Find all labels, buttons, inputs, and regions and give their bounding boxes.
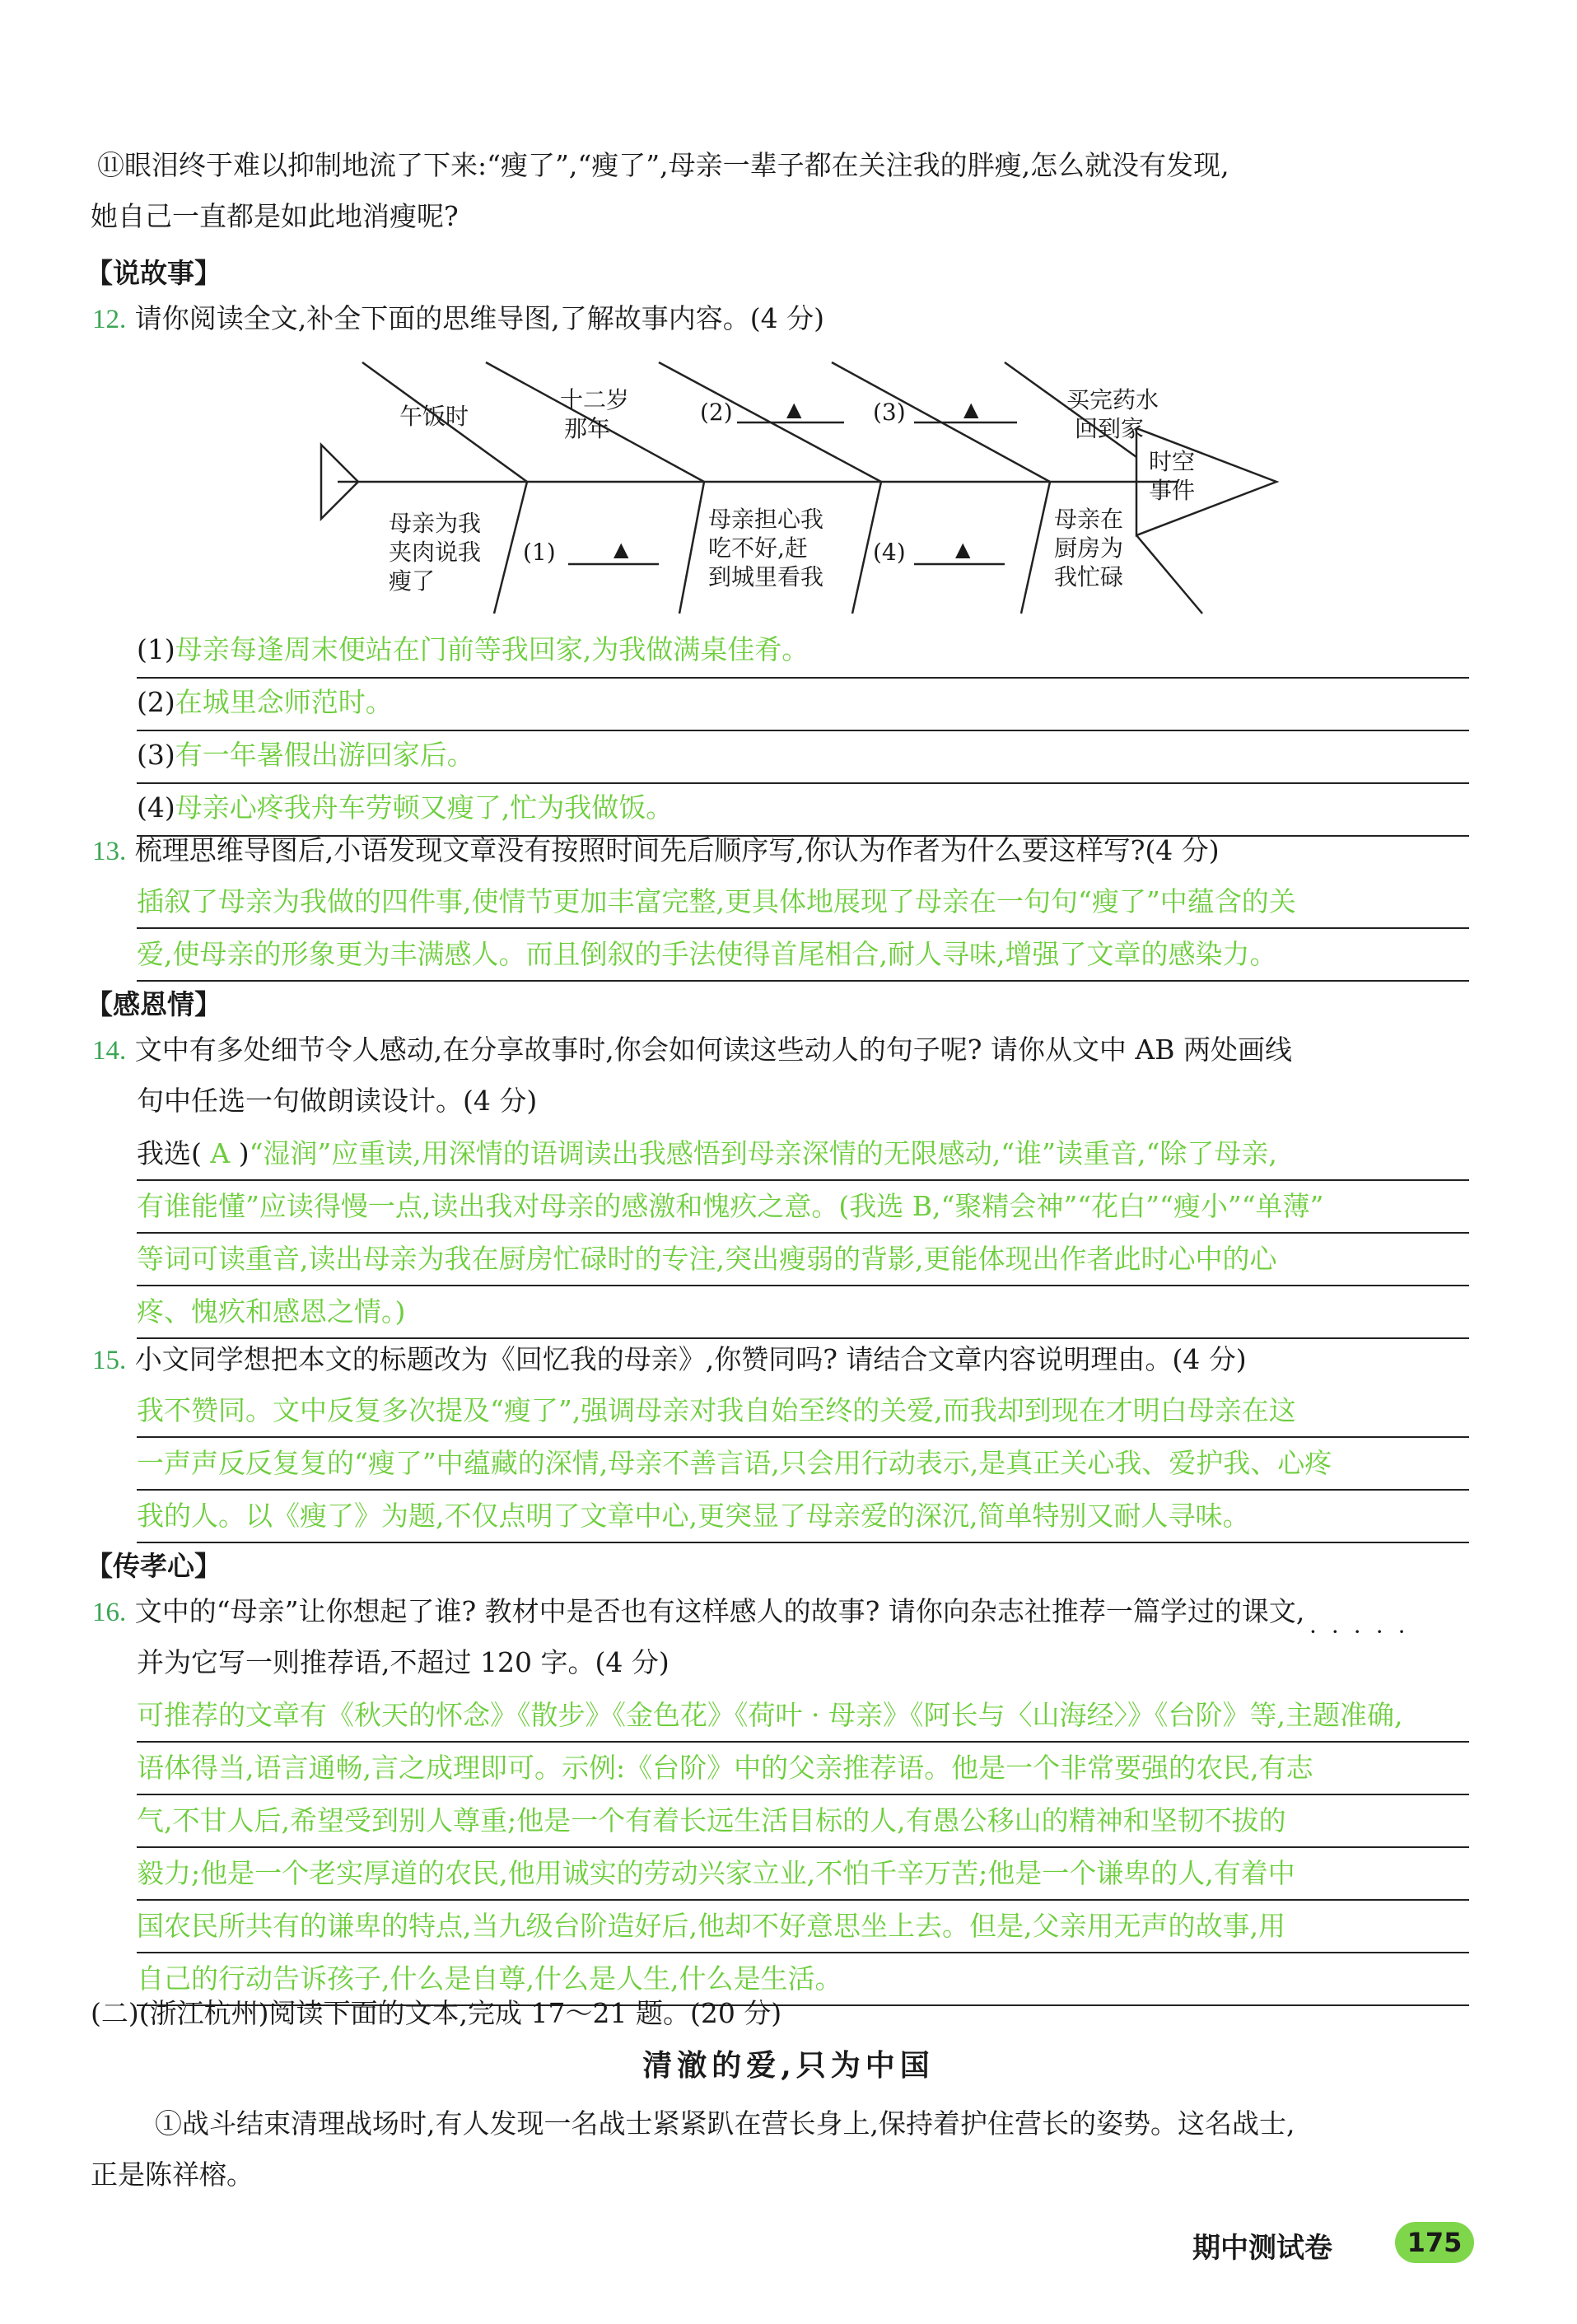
question-number: 13.	[92, 837, 127, 866]
answer-line: 语体得当,语言通畅,言之成理即可。示例:《台阶》中的父亲推荐语。他是一个非常要强的农民,有志	[137, 1743, 1469, 1795]
answer-text: 母亲心疼我舟车劳顿又瘦了,忙为我做饭。	[175, 791, 674, 824]
q16-answer	[137, 1690, 1469, 2006]
fishbone-diagram	[313, 350, 1285, 622]
answer-line: 可推荐的文章有《秋天的怀念》《散步》《金色花》《荷叶 · 母亲》《阿长与〈山海经〉》《台阶》等,主题准确,	[137, 1690, 1469, 1743]
marker-icon: ▲	[963, 398, 979, 421]
choice-value: A	[201, 1137, 239, 1169]
node-event3-a: 母亲担心我	[708, 506, 824, 533]
node-event5-a: 母亲在	[1054, 506, 1124, 533]
question-text: 梳理思维导图后,小语发现文章没有按照时间先后顺序写,你认为作者为什么要这样写?(4 分)	[134, 834, 1220, 866]
node-event1-a: 母亲为我	[389, 510, 482, 537]
article-para-1-b: 正是陈祥榕。	[91, 2158, 254, 2191]
answer-label: (4)	[137, 791, 175, 824]
question-text: 文中有多处细节令人感动,在分享故事时,你会如何读这些动人的句子呢? 请你从文中 AB 两处画线	[134, 1034, 1292, 1066]
answer-line: 一声声反反复复的“瘦了”中蕴藏的深情,母亲不善言语,只会用行动表示,是真正关心我、爱护我、心疼	[137, 1438, 1469, 1491]
q15-answer	[137, 1385, 1469, 1543]
node-event1-c: 瘦了	[389, 567, 436, 595]
part2-intro: (二)(浙江杭州)阅读下面的文本,完成 17～21 题。(20 分)	[91, 1997, 782, 2029]
section-filial-heart: 【传孝心】	[86, 1550, 222, 1582]
answer-label: (2)	[137, 686, 175, 718]
question-text: 小文同学想把本文的标题改为《回忆我的母亲》,你赞同吗? 请结合文章内容说明理由。(4 分)	[134, 1343, 1247, 1375]
answer-line	[137, 731, 1469, 784]
intro-line-2: 她自己一直都是如此地消瘦呢?	[91, 200, 459, 232]
question-14-line-2: 句中任选一句做朗读设计。(4 分)	[137, 1085, 538, 1117]
question-13	[92, 825, 1220, 876]
node-blank-1: (1)	[523, 539, 556, 566]
question-text: 请你阅读全文,补全下面的思维导图,了解故事内容。(4 分)	[134, 302, 824, 334]
emphasis-dots: ·····	[1309, 1618, 1421, 1645]
node-event5-c: 我忙碌	[1054, 563, 1124, 590]
question-number: 12.	[92, 305, 127, 334]
answer-line: 等词可读重音,读出母亲为我在厨房忙碌时的专注,突出瘦弱的背影,更能体现出作者此时心中的心	[137, 1234, 1469, 1286]
node-age12-a: 十二岁	[560, 386, 630, 413]
page-number: 175	[1395, 2222, 1474, 2263]
question-number: 14.	[92, 1036, 127, 1066]
node-age12-b: 那年	[564, 415, 611, 442]
answer-text: 在城里念师范时。	[175, 686, 393, 718]
question-15	[92, 1334, 1247, 1385]
article-para-1-a: ①战斗结束清理战场时,有人发现一名战士紧紧趴在营长身上,保持着护住营长的姿势。这名战士,	[155, 2107, 1295, 2140]
footer-label: 期中测试卷	[1192, 2232, 1332, 2265]
node-blank-2: (2)	[700, 399, 733, 426]
answer-label: (1)	[137, 633, 175, 665]
answer-line: 我的人。以《瘦了》为题,不仅点明了文章中心,更突显了母亲爱的深沉,简单特别又耐人寻味。	[137, 1491, 1469, 1543]
answer-label: (3)	[137, 739, 175, 771]
node-event1-b: 夹肉说我	[389, 539, 482, 566]
choice-prefix: 我选(	[137, 1137, 202, 1169]
answer-line	[137, 679, 1469, 731]
answer-text: “湿润”应重读,用深情的语调读出我感悟到母亲深情的无限感动,“谁”读重音,“除了母亲,	[249, 1137, 1277, 1169]
question-12	[92, 293, 824, 344]
choice-suffix: )	[238, 1137, 250, 1169]
node-medicine-b: 回到家	[1075, 415, 1145, 442]
question-16-line-1	[92, 1586, 1304, 1637]
q13-answer	[137, 876, 1469, 982]
question-16-line-2: 并为它写一则推荐语,不超过 120 字。(4 分)	[137, 1646, 670, 1678]
q12-answers	[137, 626, 1469, 837]
answer-text: 有一年暑假出游回家后。	[175, 739, 474, 771]
node-blank-3: (3)	[873, 399, 906, 426]
node-medicine-a: 买完药水	[1066, 386, 1159, 413]
question-text: 文中的“母亲”让你想起了谁? 教材中是否也有这样感人的故事? 请你向杂志社推荐一篇学过的课文,	[134, 1595, 1305, 1627]
answer-text: 母亲每逢周末便站在门前等我回家,为我做满桌佳肴。	[175, 633, 809, 665]
node-event5-b: 厨房为	[1054, 534, 1124, 562]
answer-line: 自己的行动告诉孩子,什么是自尊,什么是人生,什么是生活。	[137, 1953, 1469, 2006]
section-tell-story: 【说故事】	[86, 257, 222, 289]
answer-line	[137, 626, 1469, 679]
node-event3-b: 吃不好,赶	[708, 534, 808, 562]
answer-line: 爱,使母亲的形象更为丰满感人。而且倒叙的手法使得首尾相合,耐人寻味,增强了文章的感染力。	[137, 929, 1469, 982]
intro-line-1: ⑪眼泪终于难以抑制地流了下来:“瘦了”,“瘦了”,母亲一辈子都在关注我的胖瘦,怎么就没有发现,	[97, 149, 1229, 181]
answer-line: 我不赞同。文中反复多次提及“瘦了”,强调母亲对我自始至终的关爱,而我却到现在才明白母亲在这	[137, 1385, 1469, 1438]
head-label-1: 时空	[1149, 448, 1196, 475]
answer-line: 疼、愧疚和感恩之情。)	[137, 1286, 1469, 1339]
marker-icon: ▲	[786, 398, 802, 421]
answer-line: 毅力;他是一个老实厚道的农民,他用诚实的劳动兴家立业,不怕千辛万苦;他是一个谦卑的人,有着中	[137, 1848, 1469, 1901]
section-gratitude: 【感恩情】	[86, 988, 222, 1020]
answer-line: 有谁能懂”应读得慢一点,读出我对母亲的感激和愧疚之意。(我选 B,“聚精会神”“花白”“瘦小”“单薄”	[137, 1181, 1469, 1234]
answer-line: 插叙了母亲为我做的四件事,使情节更加丰富完整,更具体地展现了母亲在一句句“瘦了”中蕴含的关	[137, 876, 1469, 929]
article-title: 清澈的爱,只为中国	[642, 2048, 935, 2083]
head-label-2: 事件	[1149, 477, 1196, 504]
question-number: 15.	[92, 1346, 127, 1375]
marker-icon: ▲	[614, 538, 629, 561]
marker-icon: ▲	[955, 538, 971, 561]
answer-line	[137, 1128, 1469, 1181]
question-number: 16.	[92, 1598, 127, 1627]
node-lunch: 午饭时	[399, 403, 469, 430]
node-blank-4: (4)	[873, 539, 906, 566]
answer-line: 气,不甘人后,希望受到别人尊重;他是一个有着长远生活目标的人,有愚公移山的精神和坚韧不拔的	[137, 1795, 1469, 1848]
question-14-line-1	[92, 1024, 1292, 1076]
q14-answer	[137, 1128, 1469, 1339]
node-event3-c: 到城里看我	[708, 563, 824, 590]
answer-line: 国农民所共有的谦卑的特点,当九级台阶造好后,他却不好意思坐上去。但是,父亲用无声的故事,用	[137, 1901, 1469, 1953]
